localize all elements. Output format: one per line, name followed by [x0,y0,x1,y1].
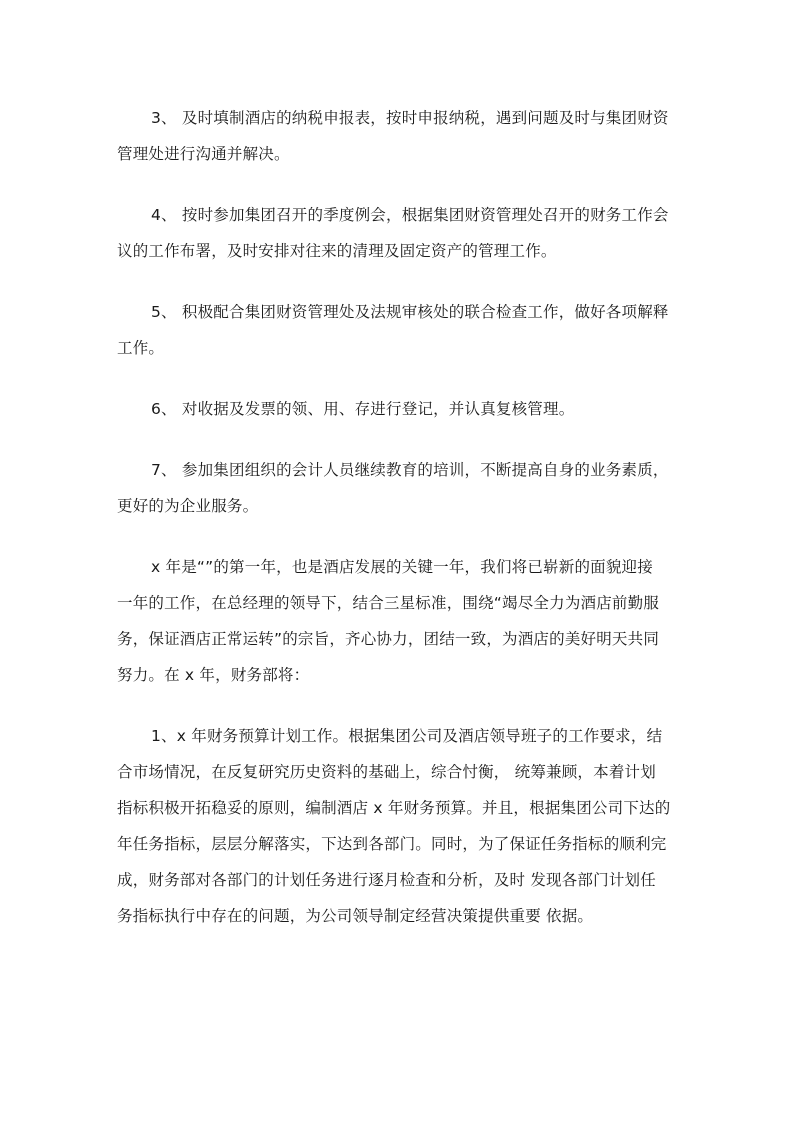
text-line: 工作。 [117,339,165,357]
text-line: 管理处进行沟通并解决。 [117,145,290,163]
text-line: 务，保证酒店正常运转”的宗旨，齐心协力，团结一致，为酒店的美好明天共同 [117,630,660,648]
paragraph-year-plan-intro [117,549,683,693]
text-line: 7、 参加集团组织的会计人员继续教育的培训，不断提高自身的业务素质， [151,461,669,479]
paragraph-budget-plan [117,718,683,934]
text-line: 1、x 年财务预算计划工作。根据集团公司及酒店领导班子的工作要求，结 [151,727,663,745]
text-line: 3、 及时填制酒店的纳税申报表，按时申报纳税，遇到问题及时与集团财资 [151,109,669,127]
text-line: 努力。在 x 年，财务部将： [117,666,310,684]
text-line: 一年的工作，在总经理的领导下，结合三星标准，围绕“竭尽全力为酒店前勤服 [117,594,660,612]
paragraph-item-4 [117,197,683,269]
paragraph-item-7 [117,452,683,524]
text-line: 4、 按时参加集团召开的季度例会，根据集团财资管理处召开的财务工作会 [151,206,669,224]
paragraph-item-3 [117,100,683,172]
document-body [117,100,683,934]
paragraph-item-5 [117,294,683,366]
text-line: 合市场情况，在反复研究历史资料的基础上，综合忖衡， 统筹兼顾，本着计划 [117,763,656,781]
text-line: x 年是“”的第一年，也是酒店发展的关键一年，我们将已崭新的面貌迎接 [151,558,653,576]
text-line: 年任务指标，层层分解落实，下达到各部门。同时，为了保证任务指标的顺利完 [117,835,667,853]
text-line: 6、 对收据及发票的领、用、存进行登记，并认真复核管理。 [151,400,575,418]
text-line: 成，财务部对各部门的计划任务进行逐月检查和分析，及时 发现各部门计划任 [117,871,656,889]
text-line: 更好的为企业服务。 [117,497,259,515]
paragraph-item-6 [117,391,683,427]
text-line: 5、 积极配合集团财资管理处及法规审核处的联合检查工作，做好各项解释 [151,303,669,321]
text-line: 务指标执行中存在的问题，为公司领导制定经营决策提供重要 依据。 [117,907,594,925]
text-line: 议的工作布署，及时安排对往来的清理及固定资产的管理工作。 [117,242,557,260]
text-line: 指标积极开拓稳妥的原则，编制酒店 x 年财务预算。并且，根据集团公司下达的 [117,799,671,817]
